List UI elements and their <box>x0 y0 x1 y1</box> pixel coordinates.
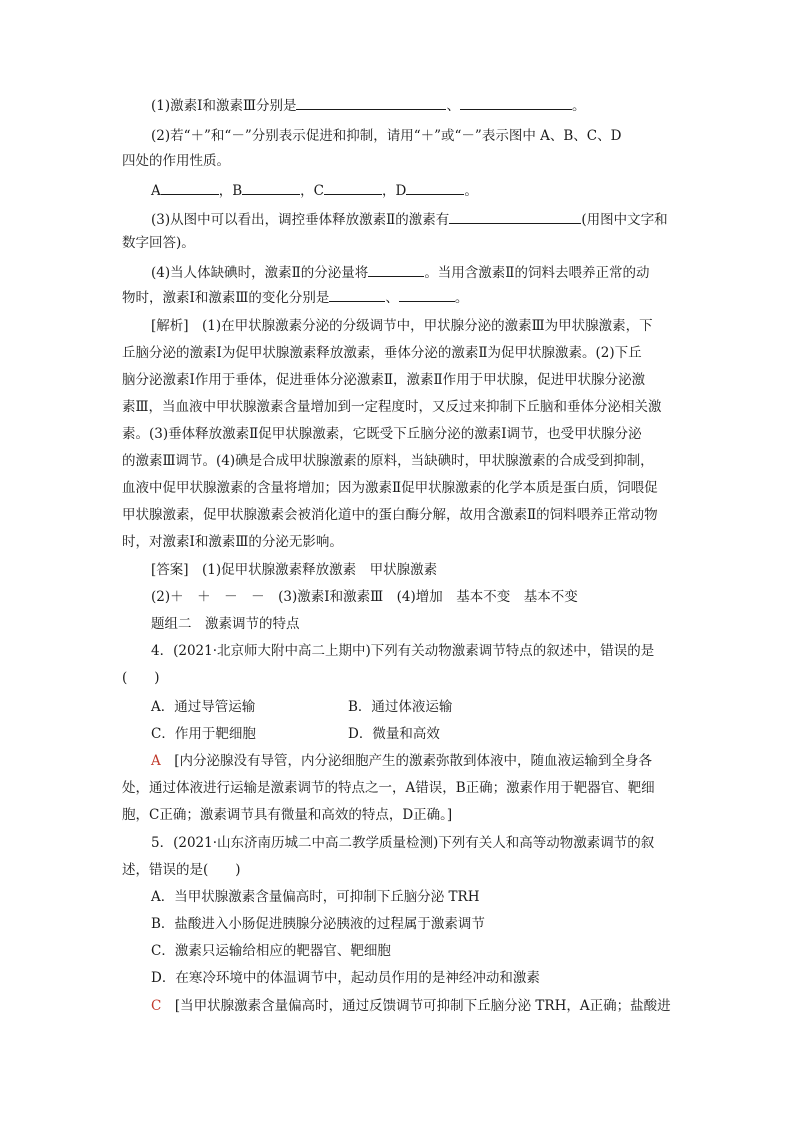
q4-stem-line2: ( ) <box>122 670 160 686</box>
q3-part3-line2: 数字回答)。 <box>122 235 195 251</box>
answer-blank[interactable] <box>449 209 581 224</box>
analysis-line: 素Ⅲ，当血液中甲状腺激素含量增加到一定程度时，又反过来抑制下丘脑和垂体分泌相关激 <box>122 399 662 415</box>
analysis-line: 丘脑分泌的激素Ⅰ为促甲状腺激素释放激素，垂体分泌的激素Ⅱ为促甲状腺激素。(2)下丘 <box>122 345 642 361</box>
analysis-line: 脑分泌激素Ⅰ作用于垂体，促进垂体分泌激素Ⅱ，激素Ⅱ作用于甲状腺，促进甲状腺分泌激 <box>122 372 646 388</box>
q4-option-c: C．作用于靶细胞 <box>151 726 256 742</box>
q5-option-a: A．当甲状腺激素含量偏高时，可抑制下丘脑分泌 TRH <box>151 889 480 905</box>
q3-part2-line2: 四处的作用性质。 <box>122 153 230 169</box>
answer-blank-c[interactable] <box>324 180 382 195</box>
q5-option-d: D．在寒冷环境中的体温调节中，起动员作用的是神经冲动和激素 <box>151 970 540 986</box>
answer-blank-a[interactable] <box>161 180 219 195</box>
q5-explanation: C [当甲状腺激素含量偏高时，通过反馈调节可抑制下丘脑分泌 TRH，A正确；盐酸进 <box>151 998 671 1014</box>
q4-option-d: D．微量和高效 <box>348 726 440 742</box>
q4-option-b: B．通过体液运输 <box>348 699 453 715</box>
q4-option-a: A．通过导管运输 <box>151 699 256 715</box>
q3-part3: (3)从图中可以看出，调控垂体释放激素Ⅱ的激素有 (用图中文字和 <box>151 209 668 230</box>
q3-part2-line1: (2)若“＋”和“－”分别表示促进和抑制，请用“＋”或“－”表示图中 A、B、C、D <box>151 128 622 144</box>
analysis-line: 血液中促甲状腺激素的含量将增加；因为激素Ⅱ促甲状腺激素的化学本质是蛋白质，饲喂促 <box>122 480 658 496</box>
q5-stem-line2: 述，错误的是( ) <box>122 862 241 878</box>
answer-blank[interactable] <box>399 287 455 302</box>
q4-explanation-line: 处，通过体液进行运输是激素调节的特点之一，A错误，B正确；激素作用于靶器官、靶细 <box>122 780 655 796</box>
q4-explanation-line: 胞，C正确；激素调节具有微量和高效的特点，D正确。] <box>122 807 453 823</box>
answer-blank-b[interactable] <box>242 180 300 195</box>
answer-blank[interactable] <box>460 95 572 110</box>
q4-answer-letter: A <box>151 753 161 769</box>
answer-blank[interactable] <box>368 262 424 277</box>
q5-stem: 5．(2021·山东济南历城二中高二教学质量检测)下列有关人和高等动物激素调节的叙 <box>151 835 655 851</box>
q5-option-b: B．盐酸进入小肠促进胰腺分泌胰液的过程属于激素调节 <box>151 916 485 932</box>
answer-blank[interactable] <box>296 95 446 110</box>
q4-stem: 4．(2021·北京师大附中高二上期中)下列有关动物激素调节特点的叙述中，错误的是 <box>151 643 655 659</box>
answer-line: [答案] (1)促甲状腺激素释放激素 甲状腺激素 <box>151 562 438 578</box>
q5-option-c: C．激素只运输给相应的靶器官、靶细胞 <box>151 943 391 959</box>
q4-explanation: A [内分泌腺没有导管，内分泌细胞产生的激素弥散到体液中，随血液运输到全身各 <box>151 753 653 769</box>
answer-blank-d[interactable] <box>406 180 464 195</box>
analysis-line: [解析] (1)在甲状腺激素分泌的分级调节中，甲状腺分泌的激素Ⅲ为甲状腺激素，下 <box>151 318 653 334</box>
q3-part2-blanks: A ，B ，C ，D 。 <box>151 180 478 201</box>
answer-line: (2)＋ ＋ － － (3)激素Ⅰ和激素Ⅲ (4)增加 基本不变 基本不变 <box>151 589 578 605</box>
analysis-line: 的激素Ⅲ调节。(4)碘是合成甲状腺激素的原料，当缺碘时，甲状腺激素的合成受到抑制， <box>122 453 654 469</box>
analysis-line: 甲状腺激素，促甲状腺激素会被消化道中的蛋白酶分解，故用含激素Ⅱ的饲料喂养正常动物 <box>122 507 658 523</box>
q3-part1-text: (1)激素Ⅰ和激素Ⅲ分别是 <box>151 98 297 114</box>
section-title: 题组二 激素调节的特点 <box>151 616 300 632</box>
analysis-line: 素。(3)垂体释放激素Ⅱ促甲状腺激素，它既受下丘脑分泌的激素Ⅰ调节，也受甲状腺分泌 <box>122 426 642 442</box>
answer-blank[interactable] <box>329 287 385 302</box>
q3-part4: (4)当人体缺碘时，激素Ⅱ的分泌量将 。当用含激素Ⅱ的饲料去喂养正常的动 <box>151 262 650 283</box>
q3-part4-line2: 物时，激素Ⅰ和激素Ⅲ的变化分别是 、 。 <box>122 287 468 308</box>
q3-part1: (1)激素Ⅰ和激素Ⅲ分别是 、 。 <box>151 95 585 116</box>
q5-answer-letter: C <box>151 998 162 1014</box>
analysis-line: 时，对激素Ⅰ和激素Ⅲ的分泌无影响。 <box>122 534 343 550</box>
